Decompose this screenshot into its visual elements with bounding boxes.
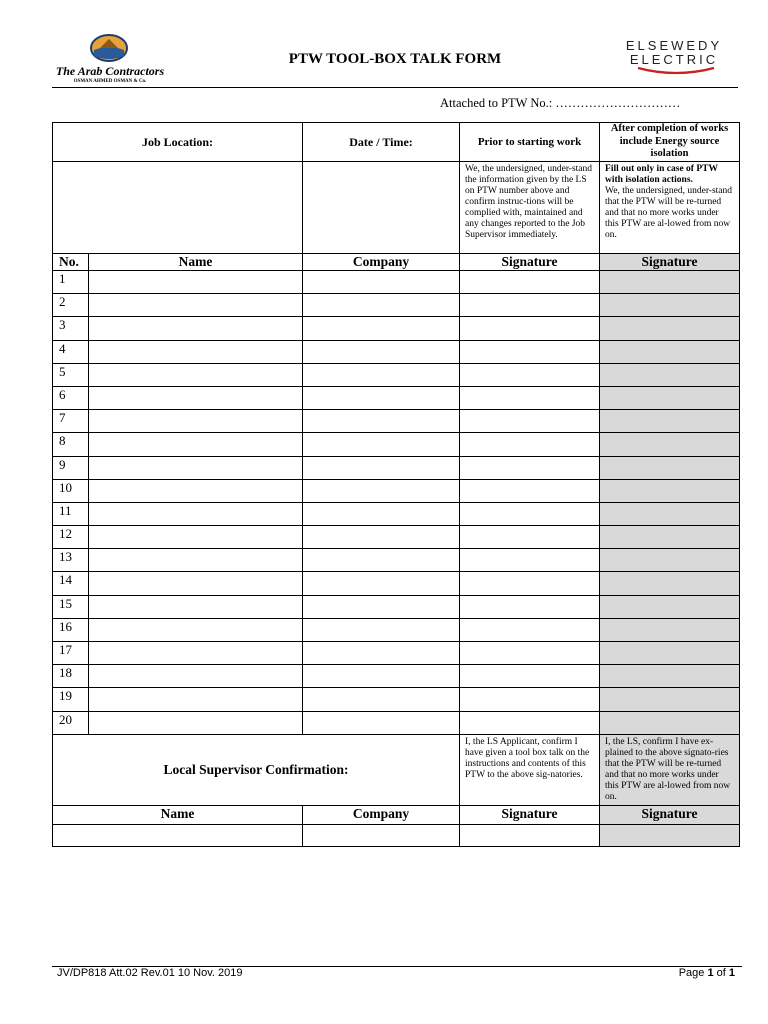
row-signature-after-field[interactable]	[600, 502, 740, 525]
row-signature-after-field[interactable]	[600, 363, 740, 386]
row-name-field[interactable]	[89, 386, 303, 409]
supervisor-col-name: Name	[53, 805, 303, 824]
row-number: 19	[53, 688, 89, 711]
row-name-field[interactable]	[89, 711, 303, 734]
row-name-field[interactable]	[89, 642, 303, 665]
row-name-field[interactable]	[89, 294, 303, 317]
row-company-field[interactable]	[303, 711, 460, 734]
attached-label: Attached to PTW No.:	[440, 96, 553, 110]
row-number: 3	[53, 317, 89, 340]
row-company-field[interactable]	[303, 340, 460, 363]
after-completion-header: After completion of works include Energy source isolation	[600, 123, 740, 162]
row-company-field[interactable]	[303, 595, 460, 618]
header-divider	[52, 87, 738, 88]
row-number: 7	[53, 410, 89, 433]
row-number: 17	[53, 642, 89, 665]
supervisor-name-field[interactable]	[53, 824, 303, 846]
supervisor-col-signature: Signature	[460, 805, 600, 824]
table-row	[53, 410, 740, 433]
after-note: Fill out only in case of PTW with isolation actions.	[605, 164, 718, 185]
attached-to-ptw	[440, 96, 740, 111]
row-company-field[interactable]	[303, 642, 460, 665]
row-signature-after-field[interactable]	[600, 595, 740, 618]
row-name-field[interactable]	[89, 502, 303, 525]
supervisor-col-company: Company	[303, 805, 460, 824]
job-location-field[interactable]	[53, 162, 303, 254]
table-row	[53, 386, 740, 409]
pyramid-logo-icon	[90, 34, 128, 62]
row-number: 20	[53, 711, 89, 734]
col-name: Name	[89, 254, 303, 271]
row-signature-prior-field[interactable]	[460, 294, 600, 317]
row-company-field[interactable]	[303, 502, 460, 525]
row-number: 12	[53, 526, 89, 549]
row-signature-prior-field[interactable]	[460, 526, 600, 549]
row-number: 8	[53, 433, 89, 456]
page-total: 1	[728, 967, 735, 979]
elsewedy-swoosh-icon	[636, 66, 716, 76]
job-location-header: Job Location:	[53, 123, 303, 162]
row-number: 2	[53, 294, 89, 317]
table-row	[53, 502, 740, 525]
row-name-field[interactable]	[89, 340, 303, 363]
attached-value-field[interactable]: …………………………	[555, 96, 681, 110]
page-prefix: Page	[678, 967, 708, 979]
prior-to-starting-header: Prior to starting work	[460, 123, 600, 162]
row-signature-after-field[interactable]	[600, 526, 740, 549]
top-header-row	[53, 123, 740, 162]
row-signature-prior-field[interactable]	[460, 502, 600, 525]
col-no: No.	[53, 254, 89, 271]
row-name-field[interactable]	[89, 549, 303, 572]
table-row	[53, 456, 740, 479]
row-number: 4	[53, 340, 89, 363]
supervisor-entry-row	[53, 824, 740, 846]
row-signature-after-field[interactable]	[600, 340, 740, 363]
row-company-field[interactable]	[303, 317, 460, 340]
row-signature-prior-field[interactable]	[460, 642, 600, 665]
applicant-confirmation: I, the LS Applicant, confirm I have given a tool box talk on the instructions and contents of this PTW to the above sig-natories.	[460, 734, 600, 805]
elsewedy-logo-line2: ELECTRIC	[629, 52, 719, 67]
row-company-field[interactable]	[303, 456, 460, 479]
row-company-field[interactable]	[303, 526, 460, 549]
row-signature-prior-field[interactable]	[460, 456, 600, 479]
row-signature-prior-field[interactable]	[460, 711, 600, 734]
row-name-field[interactable]	[89, 271, 303, 294]
row-number: 16	[53, 618, 89, 641]
row-name-field[interactable]	[89, 433, 303, 456]
supervisor-label: Local Supervisor Confirmation:	[53, 734, 460, 805]
page-of: of	[713, 967, 729, 979]
row-signature-after-field[interactable]	[600, 711, 740, 734]
elsewedy-logo	[618, 38, 730, 78]
row-name-field[interactable]	[89, 526, 303, 549]
row-company-field[interactable]	[303, 688, 460, 711]
row-signature-prior-field[interactable]	[460, 688, 600, 711]
row-signature-prior-field[interactable]	[460, 595, 600, 618]
supervisor-company-field[interactable]	[303, 824, 460, 846]
top-content-row	[53, 162, 740, 254]
row-name-field[interactable]	[89, 688, 303, 711]
row-number: 13	[53, 549, 89, 572]
row-signature-after-field[interactable]	[600, 618, 740, 641]
table-row	[53, 479, 740, 502]
row-signature-prior-field[interactable]	[460, 340, 600, 363]
supervisor-row	[53, 734, 740, 805]
row-company-field[interactable]	[303, 665, 460, 688]
row-signature-prior-field[interactable]	[460, 618, 600, 641]
row-number: 5	[53, 363, 89, 386]
table-row	[53, 340, 740, 363]
row-signature-after-field[interactable]	[600, 271, 740, 294]
row-signature-prior-field[interactable]	[460, 433, 600, 456]
after-statement	[600, 162, 740, 254]
row-signature-prior-field[interactable]	[460, 386, 600, 409]
table-row	[53, 595, 740, 618]
supervisor-signature-field[interactable]	[460, 824, 600, 846]
row-signature-after-field[interactable]	[600, 572, 740, 595]
row-company-field[interactable]	[303, 271, 460, 294]
row-signature-after-field[interactable]	[600, 386, 740, 409]
prior-statement: We, the undersigned, under-stand the information given by the LS on PTW number above and confirm instruc-tions will be complied with, maintained and any changes reported to the Job Supervisor immediately.	[460, 162, 600, 254]
col-signature-prior: Signature	[460, 254, 600, 271]
table-row	[53, 618, 740, 641]
supervisor-ls-signature-field[interactable]	[600, 824, 740, 846]
row-name-field[interactable]	[89, 572, 303, 595]
row-company-field[interactable]	[303, 572, 460, 595]
row-company-field[interactable]	[303, 386, 460, 409]
page-indicator	[600, 967, 735, 979]
date-time-header: Date / Time:	[303, 123, 460, 162]
table-row	[53, 665, 740, 688]
table-row	[53, 572, 740, 595]
row-name-field[interactable]	[89, 618, 303, 641]
page-number: 1	[707, 967, 714, 979]
row-signature-prior-field[interactable]	[460, 572, 600, 595]
row-name-field[interactable]	[89, 479, 303, 502]
table-row	[53, 271, 740, 294]
row-number: 6	[53, 386, 89, 409]
row-company-field[interactable]	[303, 618, 460, 641]
row-signature-after-field[interactable]	[600, 549, 740, 572]
row-company-field[interactable]	[303, 363, 460, 386]
row-signature-after-field[interactable]	[600, 456, 740, 479]
row-signature-prior-field[interactable]	[460, 317, 600, 340]
row-signature-after-field[interactable]	[600, 688, 740, 711]
table-row	[53, 642, 740, 665]
row-number: 9	[53, 456, 89, 479]
row-number: 1	[53, 271, 89, 294]
row-name-field[interactable]	[89, 456, 303, 479]
supervisor-col-signature-ls: Signature	[600, 805, 740, 824]
row-name-field[interactable]	[89, 410, 303, 433]
table-row	[53, 433, 740, 456]
table-row	[53, 363, 740, 386]
row-company-field[interactable]	[303, 479, 460, 502]
column-header-row	[53, 254, 740, 271]
row-signature-after-field[interactable]	[600, 665, 740, 688]
row-company-field[interactable]	[303, 433, 460, 456]
col-signature-after: Signature	[600, 254, 740, 271]
row-number: 10	[53, 479, 89, 502]
arab-contractors-name: The Arab Contractors	[55, 64, 165, 78]
elsewedy-logo-line1: ELSEWEDY	[625, 38, 723, 53]
row-name-field[interactable]	[89, 595, 303, 618]
row-company-field[interactable]	[303, 410, 460, 433]
row-name-field[interactable]	[89, 363, 303, 386]
ls-confirmation: I, the LS, confirm I have ex-plained to the above signato-ries that the PTW will be re-turned and that no more works under this PTW are al-lowed from now on.	[600, 734, 740, 805]
signatory-rows	[53, 271, 740, 735]
table-row	[53, 317, 740, 340]
after-text: We, the undersigned, under-stand that the PTW will be re-turned and that no more works under this PTW are al-lowed from now on.	[605, 186, 733, 240]
row-number: 15	[53, 595, 89, 618]
row-company-field[interactable]	[303, 294, 460, 317]
date-time-field[interactable]	[303, 162, 460, 254]
supervisor-header-row	[53, 805, 740, 824]
row-name-field[interactable]	[89, 317, 303, 340]
form-title: PTW TOOL-BOX TALK FORM	[288, 51, 502, 67]
row-company-field[interactable]	[303, 549, 460, 572]
col-company: Company	[303, 254, 460, 271]
row-signature-prior-field[interactable]	[460, 479, 600, 502]
row-name-field[interactable]	[89, 665, 303, 688]
toolbox-talk-table	[52, 122, 740, 847]
row-signature-after-field[interactable]	[600, 479, 740, 502]
row-number: 14	[53, 572, 89, 595]
arab-contractors-subtitle: OSMAN AHMED OSMAN & Co.	[73, 79, 147, 84]
row-signature-after-field[interactable]	[600, 642, 740, 665]
document-reference: JV/DP818 Att.02 Rev.01 10 Nov. 2019	[57, 967, 243, 979]
table-row	[53, 526, 740, 549]
row-signature-prior-field[interactable]	[460, 363, 600, 386]
table-row	[53, 711, 740, 734]
table-row	[53, 549, 740, 572]
table-row	[53, 688, 740, 711]
row-number: 11	[53, 502, 89, 525]
row-signature-after-field[interactable]	[600, 410, 740, 433]
row-signature-after-field[interactable]	[600, 317, 740, 340]
row-signature-after-field[interactable]	[600, 294, 740, 317]
row-signature-prior-field[interactable]	[460, 271, 600, 294]
row-signature-prior-field[interactable]	[460, 410, 600, 433]
row-number: 18	[53, 665, 89, 688]
row-signature-after-field[interactable]	[600, 433, 740, 456]
row-signature-prior-field[interactable]	[460, 665, 600, 688]
row-signature-prior-field[interactable]	[460, 549, 600, 572]
arab-contractors-logo	[50, 34, 170, 88]
table-row	[53, 294, 740, 317]
